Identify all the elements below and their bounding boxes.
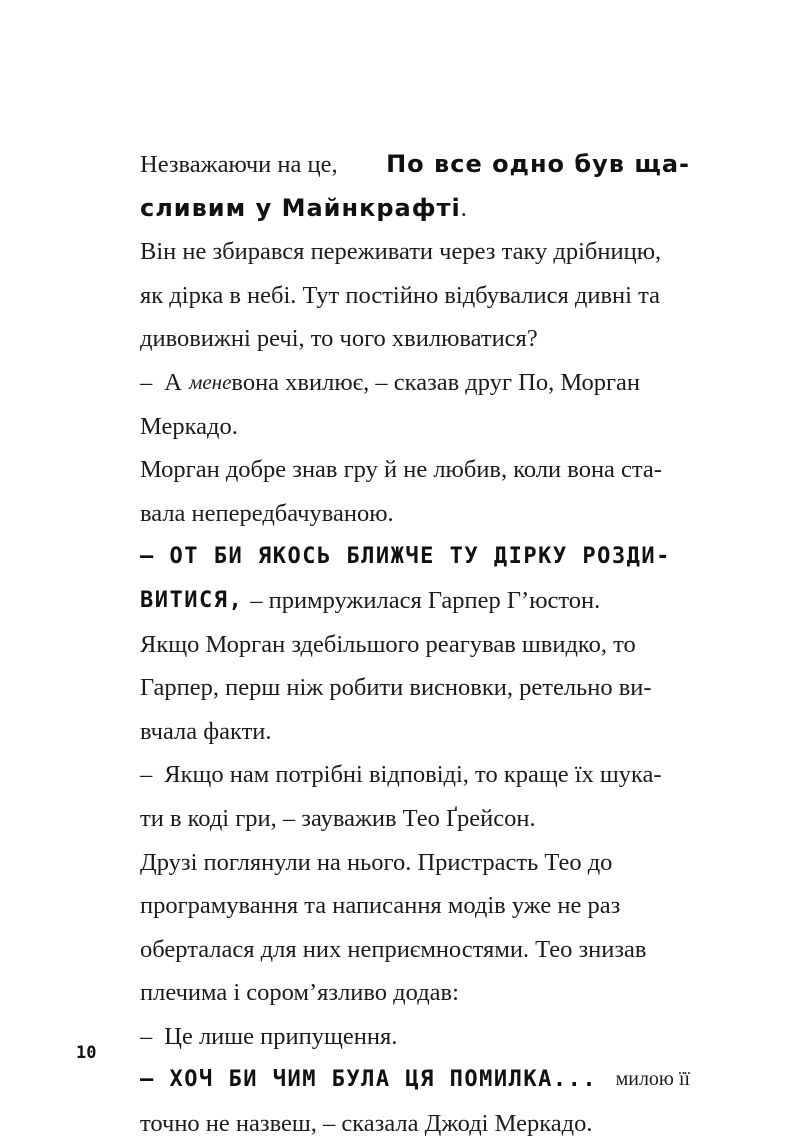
page-number: 10 — [76, 1043, 97, 1063]
text-line — [140, 666, 690, 710]
pixel-font-run: ВИТИСЯ, — [140, 587, 244, 613]
text-run: Це лише припущення. — [164, 1022, 398, 1050]
text-run: плечима і сором’язливо додав: — [140, 979, 459, 1007]
text-line — [140, 448, 690, 492]
text-line — [140, 274, 690, 318]
text-line — [140, 971, 690, 1015]
text-run: Гарпер, перш ніж робити висновки, ретельно ви- — [140, 674, 652, 702]
text-run: програмування та написання модів уже не раз — [140, 892, 621, 920]
text-run: милою її — [615, 1068, 690, 1091]
text-line — [140, 928, 690, 972]
text-line — [140, 317, 690, 361]
text-line — [140, 797, 690, 841]
text-line — [140, 492, 690, 536]
text-run: А — [164, 368, 182, 396]
text-line — [140, 230, 690, 274]
dialogue-dash: – — [140, 761, 153, 789]
text-run: Меркадо. — [140, 412, 238, 440]
text-run: дивовижні речі, то чого хвилюватися? — [140, 325, 538, 353]
text-line — [140, 710, 690, 754]
text-line — [140, 579, 690, 623]
text-run: . — [460, 194, 467, 222]
text-run: як дірка в небі. Тут постійно відбувалися дивні та — [140, 281, 660, 309]
dialogue-line — [140, 361, 690, 405]
text-run: вчала факти. — [140, 717, 272, 745]
text-line — [140, 623, 690, 667]
text-run: вала непередбачуваною. — [140, 499, 394, 527]
text-line — [140, 143, 690, 187]
text-line — [140, 884, 690, 928]
text-run: Якщо Морган здебільшого реагував швидко, то — [140, 630, 636, 658]
text-run: оберталася для них неприємностями. Тео знизав — [140, 935, 647, 963]
text-run: ти в коді гри, – зауважив Тео Ґрейсон. — [140, 804, 536, 832]
display-font-run: По все одно був ща- — [386, 150, 690, 178]
dialogue-line — [140, 1015, 690, 1059]
dialogue-dash: – — [140, 368, 153, 396]
text-line — [140, 841, 690, 885]
text-run: – примружилася Гарпер Г’юстон. — [250, 586, 601, 614]
text-line — [140, 187, 690, 231]
pixel-font-run: – ОТ БИ ЯКОСЬ БЛИЖЧЕ ТУ ДІРКУ РОЗДИ- — [140, 544, 671, 570]
text-run: точно не назвеш, – сказала Джоді Меркадо. — [140, 1110, 593, 1138]
text-run: Якщо нам потрібні відповіді, то краще їх шука- — [164, 761, 662, 789]
text-line — [140, 1102, 690, 1146]
dialogue-line — [140, 1058, 690, 1102]
text-run: Друзі поглянули на нього. Пристрасть Тео до — [140, 848, 613, 876]
dialogue-line — [140, 535, 690, 579]
dialogue-line — [140, 753, 690, 797]
pixel-font-run: – ХОЧ БИ ЧИМ БУЛА ЦЯ ПОМИЛКА... — [140, 1067, 598, 1093]
text-run: Він не збирався переживати через таку дрібницю, — [140, 238, 662, 266]
dialogue-dash: – — [140, 1022, 153, 1050]
display-font-run: сливим у Майнкрафті — [140, 193, 461, 222]
text-run: Морган добре знав гру й не любив, коли вона ста- — [140, 456, 662, 484]
book-page-text — [140, 143, 690, 1146]
text-line — [140, 405, 690, 449]
italic-run: мене — [188, 369, 232, 394]
text-run: вона хвилює, – сказав друг По, Морган — [231, 368, 641, 396]
text-run: Незважаючи на це, — [140, 151, 338, 178]
